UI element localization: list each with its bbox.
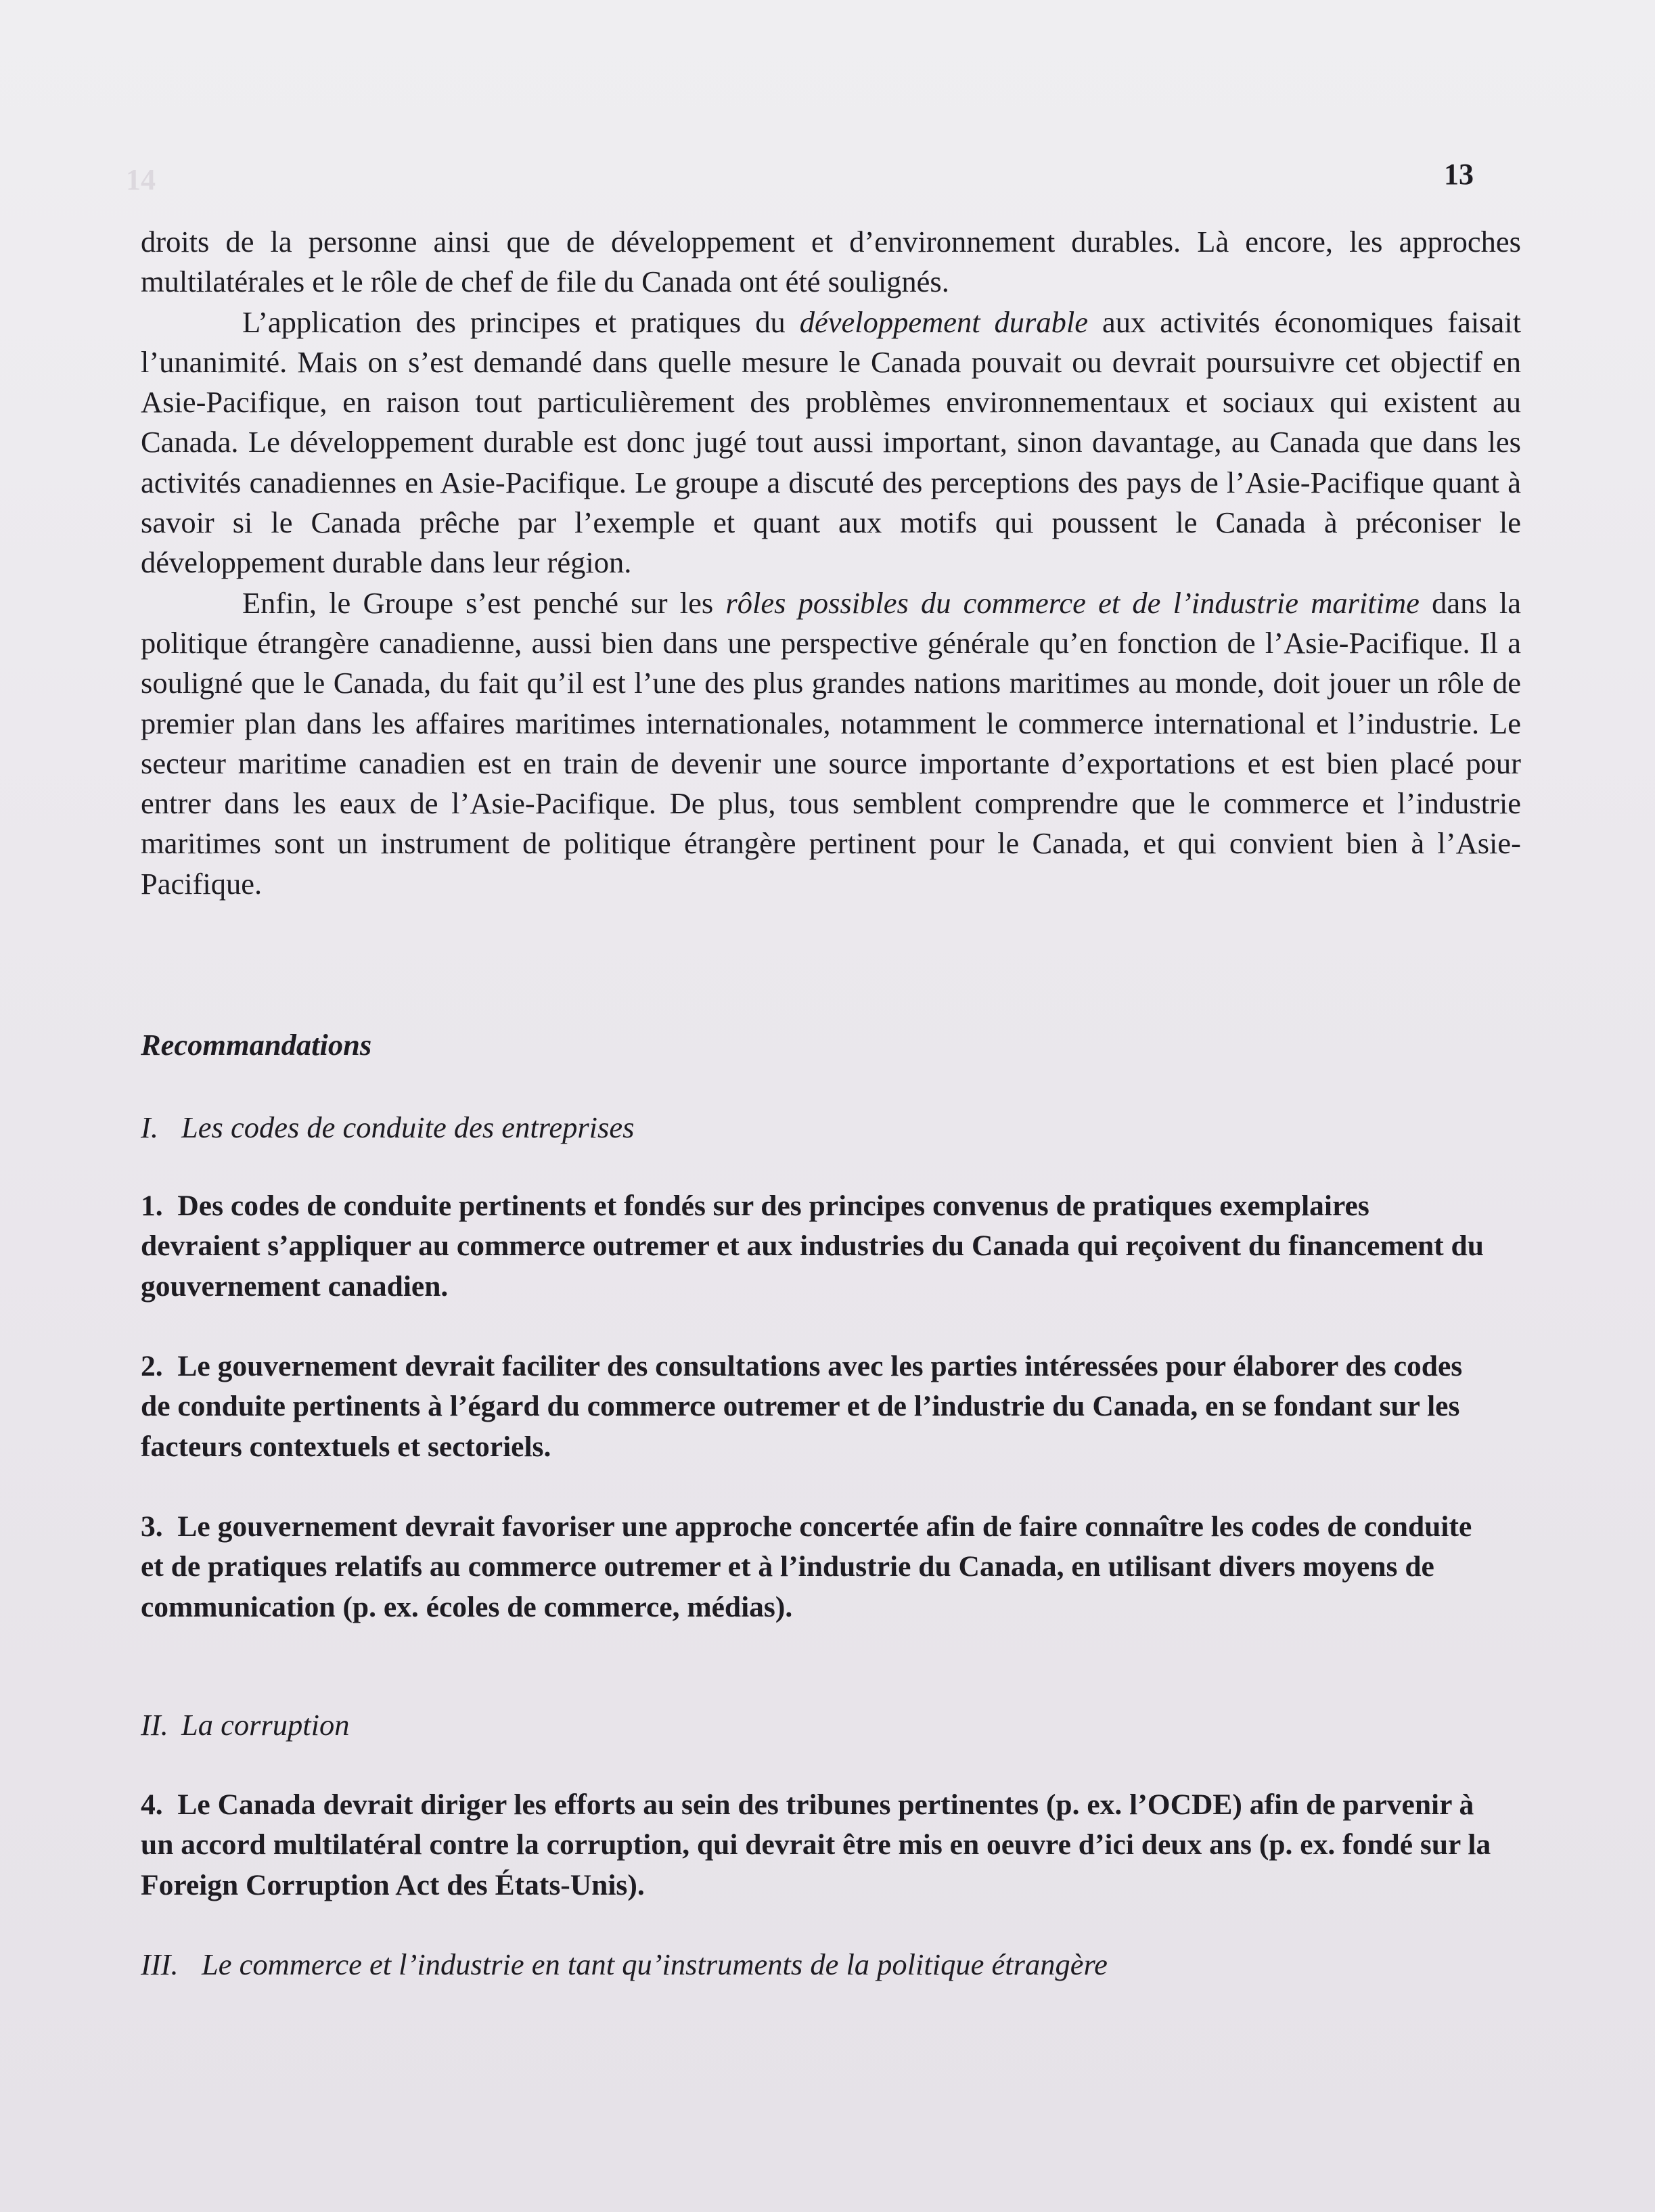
recommendation-text: Le gouvernement devrait favoriser une approche concertée afin de faire connaître les codes de conduite et de pratiques relatifs au commerce outremer et à l’industrie du Canada, en utilisant divers moyens de communication (p. ex. écoles de commerce, médias). (141, 1510, 1472, 1623)
recommendation-1 (141, 1186, 1494, 1307)
bleed-through-page-number: 14 (126, 163, 156, 196)
paragraph-1: droits de la personne ainsi que de développement et d’environnement durables. Là encore, les approches multilatérales et le rôle de chef de file du Canada ont été soulignés. (141, 225, 1521, 299)
section-number: II. (141, 1708, 168, 1742)
emphasis-roles-possibles: rôles possibles du commerce et de l’industrie maritime (725, 585, 1420, 620)
recommendation-3 (141, 1507, 1494, 1627)
recommendation-number: 3. (141, 1510, 163, 1543)
recommendation-text: Des codes de conduite pertinents et fondés sur des principes convenus de pratiques exemplaires devraient s’appliquer au commerce outremer et aux industries du Canada qui reçoivent du financement du gouvernement canadien. (141, 1190, 1484, 1303)
recommendation-text: Le gouvernement devrait faciliter des consultations avec les parties intéressées pour élaborer des codes de conduite pertinents à l’égard du commerce outremer et de l’industrie du Canada, en se fondant sur les facteurs contextuels et sectoriels. (141, 1350, 1463, 1463)
section-heading-1 (141, 1110, 634, 1145)
section-title: La corruption (181, 1708, 350, 1742)
section-title: Les codes de conduite des entreprises (181, 1110, 635, 1144)
section-number: I. (141, 1110, 158, 1144)
recommendation-number: 4. (141, 1788, 163, 1821)
recommendation-number: 2. (141, 1350, 163, 1382)
recommendation-number: 1. (141, 1190, 163, 1222)
recommendations-heading: Recommandations (141, 1028, 372, 1062)
recommendation-text: Le Canada devrait diriger les efforts au sein des tribunes pertinentes (p. ex. l’OCDE) afin de parvenir à un accord multilatéral contre la corruption, qui devrait être mis en oeuvre d’ici deux ans (p. ex. fondé sur la Foreign Corruption Act des États-Unis). (141, 1788, 1491, 1901)
paragraph-3: Enfin, le Groupe s’est penché sur les rôles possibles du commerce et de l’industrie maritime dans la politique étrangère canadienne, aussi bien dans une perspective générale qu’en fonction de l’Asie-Pacifique. Il a souligné que le Canada, du fait qu’il est l’une des plus grandes nations maritimes au monde, doit jouer un rôle de premier plan dans les affaires maritimes internationales, notamment le commerce international et l’industrie. Le secteur maritime canadien est en train de devenir une source importante d’exportations et est bien placé pour entrer dans les eaux de l’Asie-Pacifique. De plus, tous semblent comprendre que le commerce et l’industrie maritimes sont un instrument de politique étrangère pertinent pour le Canada, et qui convient bien à l’Asie-Pacifique. (141, 585, 1521, 901)
recommendation-4 (141, 1785, 1494, 1905)
recommendation-2 (141, 1347, 1494, 1467)
section-number: III. (141, 1947, 179, 1981)
emphasis-developpement-durable: développement durable (799, 304, 1088, 339)
page-number: 13 (1444, 158, 1474, 191)
paragraph-2: L’application des principes et pratiques du développement durable aux activités économiques faisait l’unanimité. Mais on s’est demandé dans quelle mesure le Canada pouvait ou devrait poursuivre cet objectif en Asie-Pacifique, en raison tout particulièrement des problèmes environnementaux et sociaux qui existent au Canada. Le développement durable est donc jugé tout aussi important, sinon davantage, au Canada que dans les activités canadiennes en Asie-Pacifique. Le groupe a discuté des perceptions des pays de l’Asie-Pacifique quant à savoir si le Canada prêche par l’exemple et quant aux motifs qui poussent le Canada à préconiser le développement durable dans leur région. (141, 304, 1521, 580)
section-heading-2 (141, 1707, 350, 1742)
section-title: Le commerce et l’industrie en tant qu’instruments de la politique étrangère (202, 1947, 1108, 1981)
body-text (141, 222, 1521, 904)
section-heading-3 (141, 1947, 1108, 1982)
